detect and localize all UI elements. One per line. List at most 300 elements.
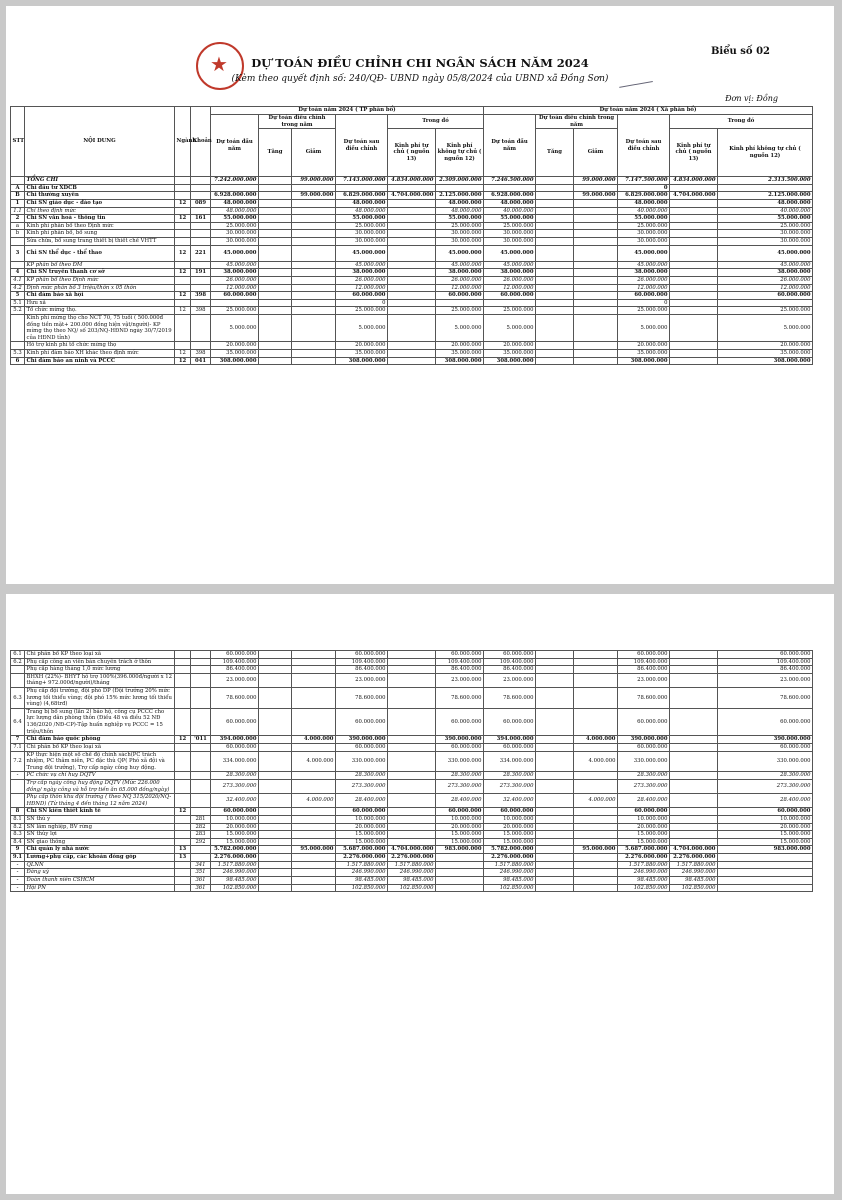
table-cell: 30.000.000 [436,238,484,246]
table-cell: 394.000.000 [484,736,536,744]
table-cell [436,876,484,884]
table-cell: 041 [191,357,211,365]
table-cell: 60.000.000 [484,292,536,300]
table-cell [259,215,292,223]
table-cell: 20.000.000 [336,823,388,831]
table-row [11,350,813,358]
table-cell: 86.400.000 [436,666,484,674]
table-cell: 5.687.000.000 [336,846,388,854]
table-cell: 6.2 [11,658,25,666]
table-cell [388,276,436,284]
table-row [11,808,813,816]
table-cell: 273.300.000 [618,779,670,793]
table-cell [292,276,336,284]
table-cell: 308.000.000 [484,357,536,365]
table-cell [11,314,25,341]
table-cell [292,261,336,269]
table-cell: 102.850.000 [388,884,436,892]
table-cell: 98.485.000 [484,876,536,884]
col-trong-do-xa: Trong đó [670,115,813,129]
table-cell: 089 [191,200,211,208]
table-cell: 60.000.000 [436,292,484,300]
table-cell: 60.000.000 [618,651,670,659]
table-cell: 98.485.000 [336,876,388,884]
table-cell: 55.000.000 [211,215,259,223]
col-giam-xa: Giảm [574,129,618,177]
table-cell [259,869,292,877]
table-cell: 60.000.000 [211,808,259,816]
table-cell [670,751,718,772]
table-cell: 12 [175,292,191,300]
table-cell: 60.000.000 [484,651,536,659]
table-cell: 15.000.000 [436,838,484,846]
table-cell: 78.600.000 [436,688,484,709]
table-cell [670,245,718,261]
row-label: Sửa chữa, bổ sung trang thiết bị thiết chế VHTT [25,238,175,246]
table-cell [175,177,191,185]
table-cell: 25.000.000 [618,307,670,315]
table-cell [536,651,574,659]
table-cell: 398 [191,307,211,315]
table-cell: 308.000.000 [336,357,388,365]
table-cell [175,816,191,824]
table-cell: 8.3 [11,831,25,839]
table-cell [536,823,574,831]
table-cell [191,177,211,185]
table-row [11,299,813,307]
table-cell [388,779,436,793]
table-cell [175,884,191,892]
table-cell [388,357,436,365]
table-cell [388,230,436,238]
table-cell [292,651,336,659]
table-cell: 60.000.000 [484,708,536,735]
table-cell: 45.000.000 [484,245,536,261]
table-cell: 0 [618,299,670,307]
table-cell: 60.000.000 [436,708,484,735]
table-cell: 109.400.000 [718,658,813,666]
table-cell [191,846,211,854]
table-cell: 102.850.000 [484,884,536,892]
table-cell [292,238,336,246]
table-cell: 25.000.000 [336,307,388,315]
table-cell [259,751,292,772]
table-cell: 12 [175,269,191,277]
table-cell [574,245,618,261]
table-cell: 292 [191,838,211,846]
table-cell [574,314,618,341]
table-cell [670,743,718,751]
table-cell [718,184,813,192]
table-cell: 26.000.000 [484,276,536,284]
table-cell [259,269,292,277]
group-xa-phan-bo: Dự toán năm 2024 ( Xã phân bổ) [484,107,813,115]
row-label: Lương+phụ cấp, các khoản đóng góp [25,854,175,862]
row-label: Định mức phân bổ 3 triệu/thôn x 05 thôn [25,284,175,292]
table-cell: 273.300.000 [484,779,536,793]
table-cell [436,184,484,192]
table-cell [259,779,292,793]
table-cell: 330.000.000 [618,751,670,772]
table-cell: 28.300.000 [336,772,388,780]
table-cell [292,222,336,230]
row-label: SN thủy lợi [25,831,175,839]
table-cell [574,307,618,315]
table-cell [388,284,436,292]
row-label: SN giao thông [25,838,175,846]
table-cell [670,299,718,307]
table-cell: 7.143.000.000 [336,177,388,185]
col-sau-dc-tp: Dự toán sau điều chỉnh [336,115,388,177]
table-cell [259,831,292,839]
table-cell: 86.400.000 [718,666,813,674]
table-cell [259,350,292,358]
table-cell: 25.000.000 [211,222,259,230]
table-cell [388,350,436,358]
table-cell: 8.4 [11,838,25,846]
table-cell: 30.000.000 [436,230,484,238]
table-cell: 25.000.000 [336,222,388,230]
table-cell: 60.000.000 [436,808,484,816]
table-cell [536,831,574,839]
table-cell: 30.000.000 [484,238,536,246]
table-cell [175,831,191,839]
table-cell: 394.000.000 [211,736,259,744]
table-cell [191,261,211,269]
row-label: Chi thường xuyên [25,192,175,200]
table-cell: 6.928.000.000 [211,192,259,200]
table-cell [536,314,574,341]
table-cell: 78.600.000 [484,688,536,709]
table-cell [191,779,211,793]
table-cell: - [11,869,25,877]
table-cell [292,876,336,884]
table-cell: 4.834.000.000 [388,177,436,185]
table-cell [175,192,191,200]
table-cell: 13 [175,846,191,854]
table-cell [388,823,436,831]
table-cell: 86.400.000 [336,666,388,674]
table-cell [536,846,574,854]
table-cell [259,673,292,687]
table-cell [259,276,292,284]
table-cell: 28.300.000 [484,772,536,780]
table-cell: 30.000.000 [336,238,388,246]
table-cell [536,269,574,277]
table-cell: 308.000.000 [436,357,484,365]
table-cell [536,838,574,846]
table-cell: 6.829.000.000 [618,192,670,200]
table-cell: 6.829.000.000 [336,192,388,200]
table-cell: 28.400.000 [718,794,813,808]
col-khoan: Khoản [191,107,211,177]
table-cell: 3 [11,245,25,261]
table-cell: 7 [11,736,25,744]
budget-table-page-2 [10,650,813,892]
table-cell [718,876,813,884]
table-cell: 308.000.000 [718,357,813,365]
table-cell: 5.2 [11,307,25,315]
table-cell: 8.1 [11,816,25,824]
table-cell [191,808,211,816]
table-cell [574,816,618,824]
table-cell: 12.000.000 [336,284,388,292]
table-cell: 5.000.000 [211,314,259,341]
table-cell [670,651,718,659]
table-row [11,884,813,892]
table-cell: 12 [175,245,191,261]
table-cell [484,184,536,192]
table-cell: 20.000.000 [718,823,813,831]
table-cell: 60.000.000 [336,708,388,735]
table-cell [259,743,292,751]
table-cell [175,673,191,687]
table-cell: 30.000.000 [484,230,536,238]
table-cell [388,666,436,674]
table-cell [574,658,618,666]
table-cell: 1.517.880.000 [388,861,436,869]
table-cell: 2.313.500.000 [718,177,813,185]
table-cell: 40.000.000 [618,207,670,215]
table-cell: 330.000.000 [436,751,484,772]
table-cell: 5.000.000 [484,314,536,341]
row-label: Chi SN văn hoá - thông tin [25,215,175,223]
table-cell [259,808,292,816]
table-row [11,658,813,666]
table-cell: 48.000.000 [436,207,484,215]
table-cell: 15.000.000 [211,838,259,846]
table-cell [536,230,574,238]
table-cell [292,658,336,666]
table-cell [388,673,436,687]
table-cell [670,184,718,192]
col-tang-tp: Tăng [259,129,292,177]
table-cell [536,261,574,269]
table-cell [336,184,388,192]
table-cell: 15.000.000 [211,831,259,839]
table-row [11,192,813,200]
table-cell: 60.000.000 [718,808,813,816]
table-cell [191,184,211,192]
table-cell: 6.928.000.000 [484,192,536,200]
table-row [11,794,813,808]
table-cell: 4.2 [11,284,25,292]
table-cell: 23.000.000 [336,673,388,687]
table-cell: 2.125.000.000 [436,192,484,200]
table-cell [670,207,718,215]
table-header [11,107,813,177]
row-label: Hỗ trợ kinh phí tổ chức mừng thọ [25,342,175,350]
table-cell [670,284,718,292]
table-cell: 35.000.000 [718,350,813,358]
table-cell: 98.485.000 [670,876,718,884]
table-cell: 25.000.000 [484,307,536,315]
table-cell: 32.400.000 [211,794,259,808]
table-cell: 2 [11,215,25,223]
table-cell: 45.000.000 [484,261,536,269]
table-cell: 282 [191,823,211,831]
table-cell: 60.000.000 [436,743,484,751]
table-cell: 12.000.000 [718,284,813,292]
table-cell: 2.276.000.000 [211,854,259,862]
table-row [11,284,813,292]
col-sau-dc-xa: Dự toán sau điều chỉnh [618,115,670,177]
table-cell: 30.000.000 [718,238,813,246]
table-cell: 15.000.000 [336,831,388,839]
table-cell [388,261,436,269]
table-cell: 109.400.000 [336,658,388,666]
row-label: Chi đầu tư XDCB [25,184,175,192]
table-cell [191,688,211,709]
table-cell [388,708,436,735]
table-cell [292,230,336,238]
table-cell [536,884,574,892]
table-cell: 28.400.000 [336,794,388,808]
table-cell: 20.000.000 [211,342,259,350]
table-row [11,269,813,277]
table-cell: 4 [11,269,25,277]
table-cell [259,861,292,869]
table-cell [191,666,211,674]
table-cell [670,666,718,674]
table-cell [574,666,618,674]
table-cell: 40.000.000 [484,207,536,215]
row-label: Phụ cấp công an viên bán chuyên trách ở thôn [25,658,175,666]
table-cell: 30.000.000 [336,230,388,238]
table-cell [191,192,211,200]
table-cell: 12 [175,200,191,208]
form-number: Biểu số 02 [710,46,770,57]
table-row [11,314,813,341]
table-cell [11,779,25,793]
col-nganh: Ngành [175,107,191,177]
table-cell: 60.000.000 [211,708,259,735]
table-cell: 246.990.000 [211,869,259,877]
table-cell [670,292,718,300]
table-cell [670,261,718,269]
table-cell: 28.300.000 [211,772,259,780]
table-cell: 1.1 [11,207,25,215]
table-cell: 26.000.000 [211,276,259,284]
table-cell [175,666,191,674]
table-cell [259,314,292,341]
table-cell: 9 [11,846,25,854]
table-cell [259,261,292,269]
table-cell: 4.704.000.000 [670,192,718,200]
table-row [11,307,813,315]
table-cell: 12 [175,736,191,744]
table-cell: 12 [175,215,191,223]
table-cell: 38.000.000 [436,269,484,277]
table-cell [388,215,436,223]
col-khong-tu-chu-xa: Kinh phí không tự chủ ( nguồn 12) [718,129,813,177]
table-cell [670,831,718,839]
table-cell [388,342,436,350]
table-cell: 102.850.000 [336,884,388,892]
table-cell [388,736,436,744]
table-cell: 23.000.000 [484,673,536,687]
table-cell: 60.000.000 [618,708,670,735]
table-cell [292,666,336,674]
table-cell [536,666,574,674]
table-cell [388,238,436,246]
table-cell: 48.000.000 [484,200,536,208]
table-cell [175,238,191,246]
table-cell: 15.000.000 [618,831,670,839]
table-cell: 60.000.000 [618,808,670,816]
table-cell [292,708,336,735]
table-cell: 15.000.000 [718,838,813,846]
table-cell [536,222,574,230]
table-cell: 60.000.000 [211,651,259,659]
table-row [11,238,813,246]
table-cell [574,869,618,877]
table-cell [259,816,292,824]
col-tu-chu-xa: Kinh phí tự chủ ( nguồn 13) [670,129,718,177]
table-cell: 25.000.000 [436,222,484,230]
table-cell: 361 [191,884,211,892]
table-cell [574,207,618,215]
table-row [11,342,813,350]
table-cell [670,808,718,816]
table-cell: 60.000.000 [336,808,388,816]
table-cell: 7.246.500.000 [484,177,536,185]
table-row [11,222,813,230]
table-cell [191,772,211,780]
table-cell: 390.000.000 [718,736,813,744]
table-cell [292,342,336,350]
table-cell: 10.000.000 [618,816,670,824]
table-cell [259,658,292,666]
table-cell [388,200,436,208]
table-cell [536,284,574,292]
table-cell: - [11,884,25,892]
table-cell [574,673,618,687]
table-cell: 48.000.000 [436,200,484,208]
table-cell: 12.000.000 [618,284,670,292]
table-cell [292,743,336,751]
table-cell [259,230,292,238]
table-cell [259,184,292,192]
table-cell: 308.000.000 [618,357,670,365]
col-khong-tu-chu-tp: Kinh phí không tự chủ ( nguồn 12) [436,129,484,177]
table-cell [259,177,292,185]
table-cell: 45.000.000 [211,245,259,261]
table-cell: 15.000.000 [618,838,670,846]
table-cell: 95.000.000 [292,846,336,854]
table-row [11,772,813,780]
table-cell [436,884,484,892]
table-cell: 102.850.000 [618,884,670,892]
table-cell: 246.990.000 [484,869,536,877]
col-dau-nam-tp: Dự toán đầu năm [211,115,259,177]
table-cell: 273.300.000 [211,779,259,793]
table-cell: 23.000.000 [436,673,484,687]
table-cell [292,284,336,292]
table-cell [175,658,191,666]
table-cell: 55.000.000 [336,215,388,223]
table-cell [574,861,618,869]
table-cell [574,743,618,751]
table-cell [191,651,211,659]
table-cell: 2.125.000.000 [718,192,813,200]
table-cell [388,222,436,230]
table-cell [574,772,618,780]
table-cell: 35.000.000 [484,350,536,358]
table-cell: 5.687.000.000 [618,846,670,854]
table-cell [574,831,618,839]
table-cell [259,200,292,208]
